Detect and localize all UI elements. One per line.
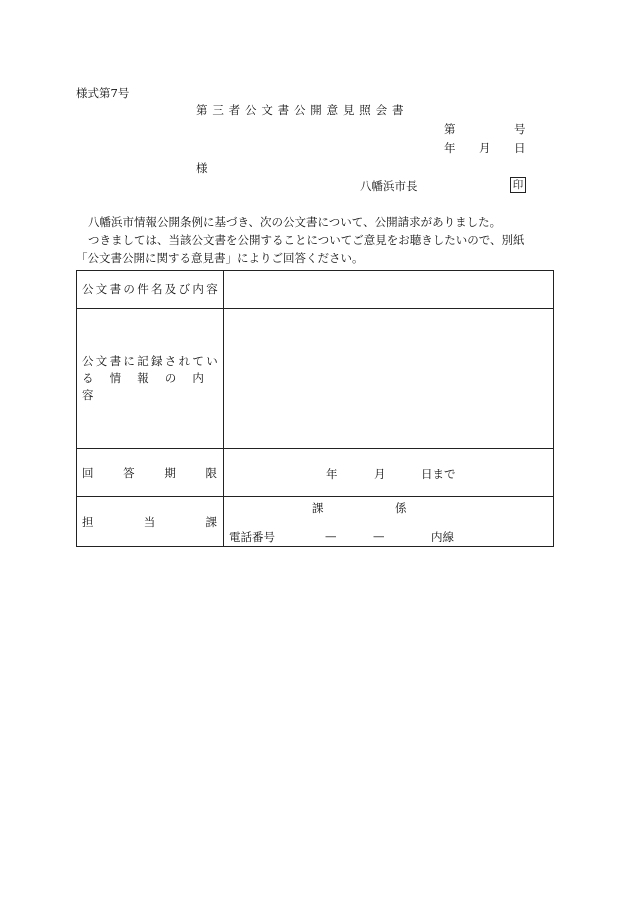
seal-box: 印: [510, 177, 526, 193]
addressee-sama: 様: [196, 161, 208, 175]
value-title-content[interactable]: [224, 271, 554, 309]
label-answer-deadline-text: [82, 465, 223, 481]
issuer-name: 八幡浜市長: [360, 179, 418, 193]
label-responsible-section-text: [82, 514, 223, 530]
value-responsible-section[interactable]: [224, 497, 554, 547]
section-kakari: 係: [395, 500, 407, 515]
phone-extension: 内線: [431, 529, 454, 544]
number-dai: 第: [444, 122, 456, 136]
row-answer-deadline: [77, 449, 554, 497]
value-recorded-info[interactable]: [224, 309, 554, 449]
label-char: 担: [82, 514, 94, 529]
body-line-2: つきましては、当該公文書を公開することについてご意見をお聴きしたいので、別紙: [88, 233, 525, 247]
phone-dash-1: —: [325, 528, 337, 543]
label-responsible-section: [77, 497, 224, 547]
form-number: 様式第7号: [76, 86, 130, 100]
number-go: 号: [514, 122, 526, 136]
row-title-content: [77, 271, 554, 309]
label-title-content: [77, 271, 224, 309]
deadline-year: 年: [326, 466, 338, 481]
deadline-until: 日まで: [421, 466, 456, 481]
label-title-content-text: 公文書の件名及び内容: [82, 282, 220, 296]
label-char: 回: [82, 465, 94, 480]
date-year: 年: [444, 141, 456, 155]
section-contact: [224, 498, 553, 546]
deadline-month: 月: [374, 466, 386, 481]
value-answer-deadline[interactable]: [224, 449, 554, 497]
row-recorded-info: [77, 309, 554, 449]
section-ka: 課: [312, 500, 324, 515]
label-recorded-info: [77, 309, 224, 449]
label-char: 期: [164, 465, 176, 480]
label-answer-deadline: [77, 449, 224, 497]
label-char: 課: [205, 514, 217, 529]
date-month: 月: [479, 141, 491, 155]
deadline-date: [224, 466, 553, 480]
label-char: 限: [205, 465, 217, 480]
phone-label: 電話番号: [229, 529, 275, 544]
date-day: 日: [514, 141, 526, 155]
label-recorded-info-line-2: る 情 報 の 内 容: [82, 371, 221, 402]
document-title: 第三者公文書公開意見照会書: [196, 103, 409, 117]
inquiry-table: [76, 270, 554, 547]
row-responsible-section: [77, 497, 554, 547]
phone-dash-2: —: [373, 528, 385, 543]
label-recorded-info-line-1: 公文書に記録されてい: [82, 354, 220, 368]
body-line-3: 「公文書公開に関する意見書」によりご回答ください。: [76, 251, 364, 265]
label-char: 当: [143, 514, 156, 529]
body-line-1: 八幡浜市情報公開条例に基づき、次の公文書について、公開請求がありました。: [88, 215, 502, 229]
label-char: 答: [123, 465, 135, 480]
